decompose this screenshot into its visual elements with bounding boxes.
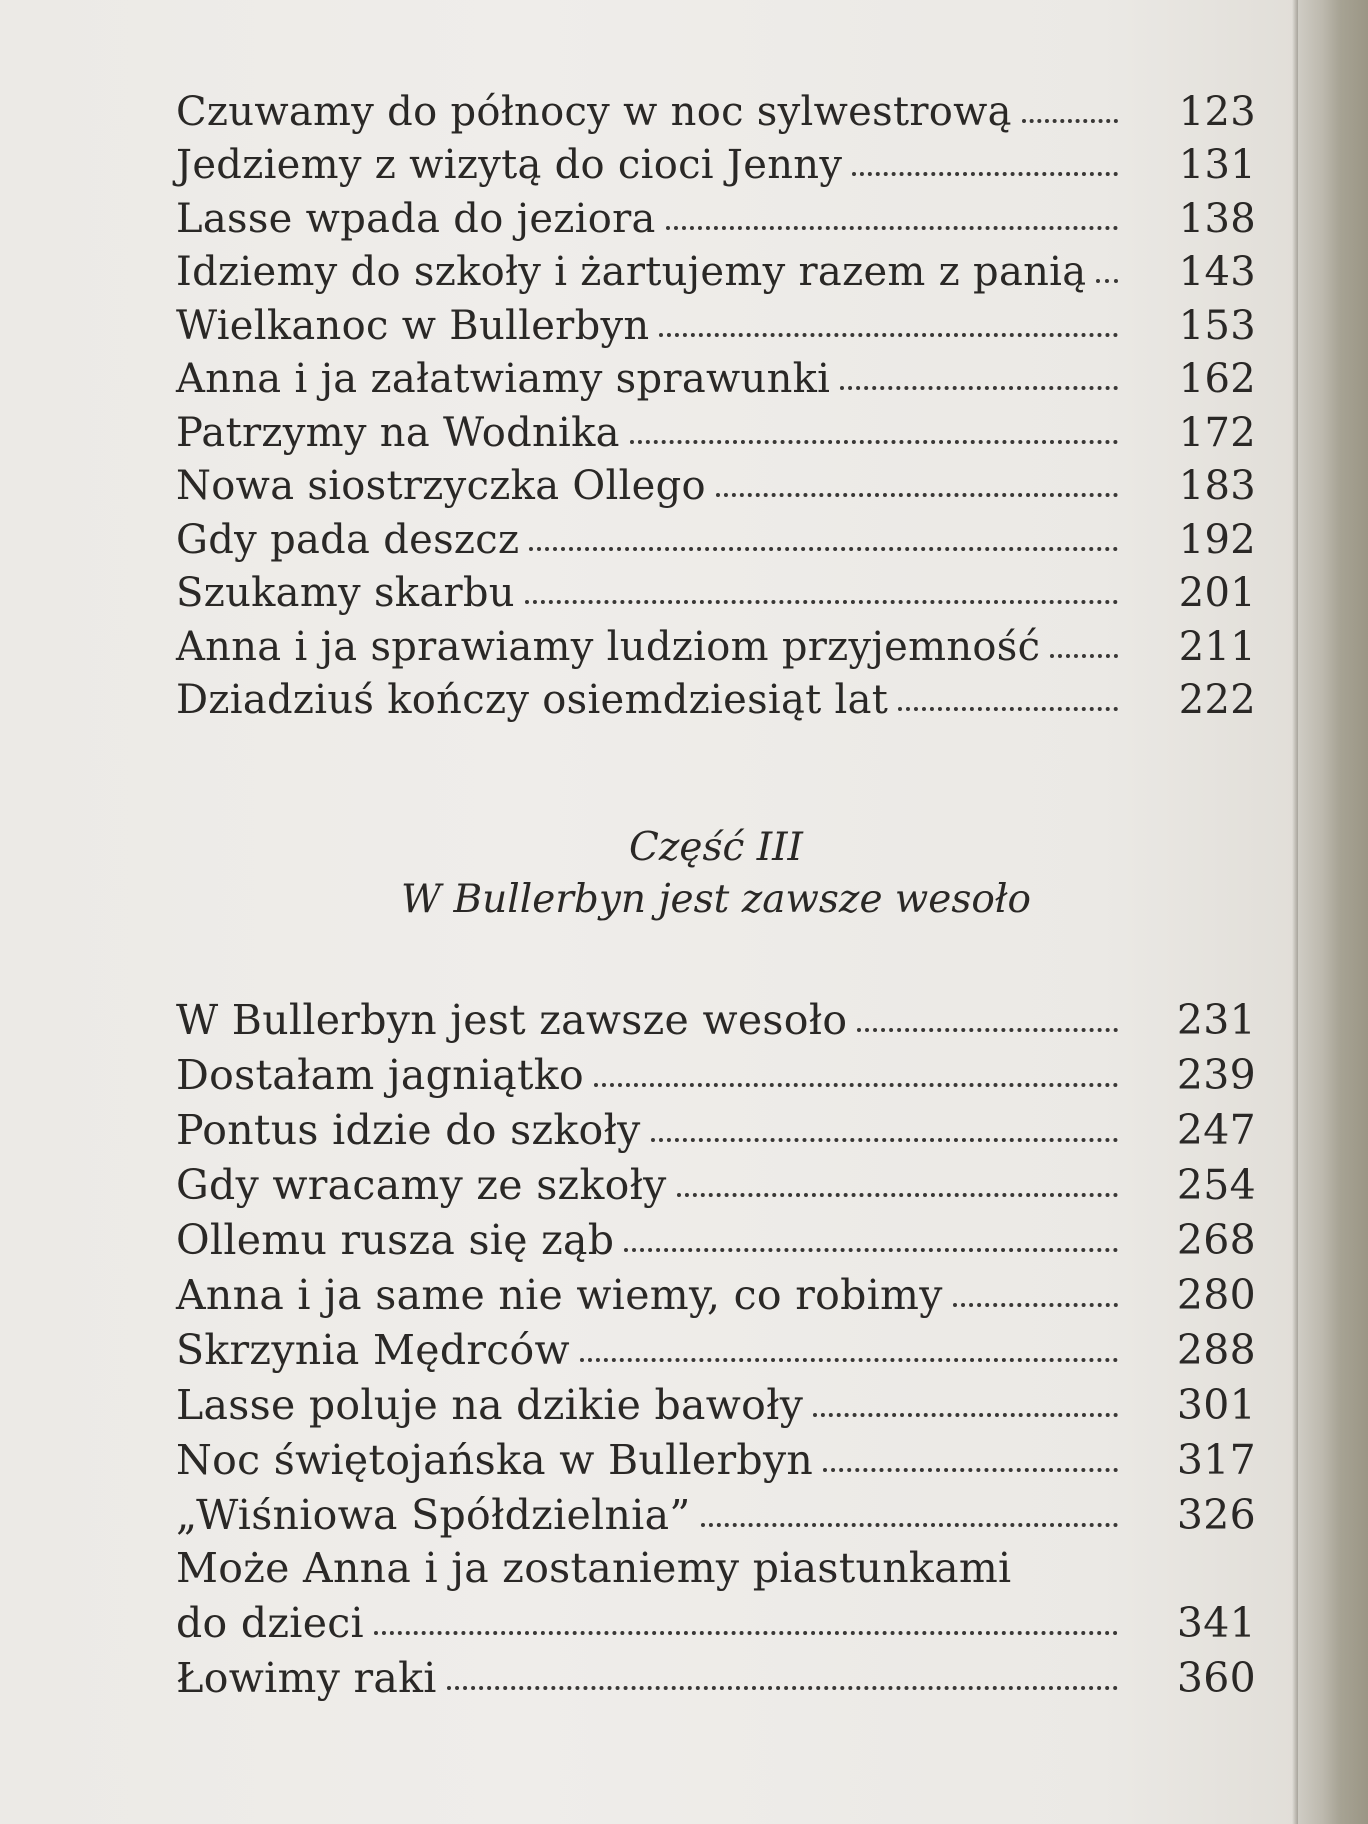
- dot-leader: [594, 1083, 1118, 1087]
- toc-entry-page: 247: [1176, 1106, 1256, 1154]
- dot-leader: [823, 1468, 1118, 1472]
- toc-entry-page: 123: [1178, 88, 1256, 135]
- toc-entry-title: Patrzymy na Wodnika: [176, 409, 620, 456]
- toc-entry: [176, 132, 1256, 186]
- toc-entry: [176, 1041, 1256, 1099]
- toc-entry-title: Szukamy skarbu: [176, 570, 515, 616]
- dot-leader: [1096, 279, 1118, 283]
- toc-part-2-list: [176, 78, 1256, 723]
- dot-leader: [666, 226, 1118, 230]
- toc-entry-first-line: [176, 1536, 1256, 1592]
- toc-entry: [176, 1151, 1256, 1209]
- dot-leader: [580, 1358, 1118, 1362]
- dot-leader: [630, 440, 1118, 444]
- toc-entry-title: do dzieci: [176, 1599, 364, 1647]
- toc-entry-page: 231: [1176, 996, 1256, 1044]
- dot-leader: [525, 600, 1118, 604]
- toc-entry-page: 131: [1178, 142, 1256, 188]
- dot-leader: [1022, 119, 1118, 123]
- toc-entry-title: Anna i ja same nie wiemy, co robimy: [176, 1271, 943, 1319]
- toc-entry-title: Anna i ja sprawiamy ludziom przyjemność: [176, 623, 1041, 670]
- toc-part-3-list: [176, 986, 1256, 1702]
- toc-entry: [176, 239, 1256, 293]
- toc-entry-page: 153: [1178, 302, 1256, 349]
- toc-entry: [176, 1426, 1256, 1484]
- toc-entry-page: 183: [1178, 463, 1256, 509]
- part-number-heading: Część III: [629, 825, 803, 870]
- toc-entry-page: 301: [1176, 1381, 1256, 1429]
- toc-entry-title: Lasse wpada do jeziora: [176, 195, 656, 242]
- toc-entry-title: W Bullerbyn jest zawsze wesoło: [176, 996, 848, 1044]
- toc-entry-page: 268: [1176, 1216, 1256, 1264]
- toc-entry-page: 239: [1176, 1051, 1256, 1099]
- toc-entry-page: 341: [1176, 1599, 1256, 1647]
- dot-leader: [374, 1631, 1118, 1635]
- toc-entry: [176, 292, 1256, 349]
- toc-entry: [176, 185, 1256, 242]
- dot-leader: [677, 1193, 1118, 1197]
- toc-entry: [176, 1589, 1256, 1647]
- toc-entry-title: Wielkanoc w Bullerbyn: [176, 302, 650, 349]
- toc-entry: [176, 1206, 1256, 1264]
- part-title-heading: W Bullerbyn jest zawsze wesoło: [401, 877, 1031, 922]
- toc-entry: [176, 346, 1256, 400]
- toc-entry-title: Lasse poluje na dzikie bawoły: [176, 1381, 804, 1429]
- dot-leader: [701, 1523, 1118, 1527]
- dot-leader: [659, 333, 1118, 337]
- toc-entry-title: Nowa siostrzyczka Ollego: [176, 463, 706, 509]
- toc-entry: [176, 1371, 1256, 1429]
- toc-entry-title: Gdy pada deszcz: [176, 516, 520, 563]
- toc-entry-title: Może Anna i ja zostaniemy piastunkami: [176, 1544, 1012, 1592]
- dot-leader: [447, 1686, 1118, 1690]
- toc-entry-title: Łowimy raki: [176, 1654, 437, 1702]
- dot-leader: [1050, 654, 1118, 658]
- toc-entry: [176, 78, 1256, 135]
- page-edge: [1298, 0, 1368, 1824]
- toc-entry: [176, 1644, 1256, 1702]
- toc-entry: [176, 453, 1256, 507]
- toc-entry: [176, 613, 1256, 670]
- dot-leader: [716, 493, 1118, 497]
- dot-leader: [857, 1028, 1118, 1032]
- toc-entry-title: Dostałam jagniątko: [176, 1051, 584, 1099]
- toc-entry: [176, 560, 1256, 614]
- dot-leader: [953, 1303, 1118, 1307]
- toc-entry: [176, 506, 1256, 563]
- toc-entry-title: Ollemu rusza się ząb: [176, 1216, 615, 1264]
- toc-entry-page: 326: [1176, 1491, 1256, 1539]
- toc-entry-page: 222: [1178, 677, 1256, 723]
- toc-entry: [176, 1316, 1256, 1374]
- dot-leader: [840, 386, 1118, 390]
- toc-entry-page: 317: [1176, 1436, 1256, 1484]
- toc-entry-page: 254: [1176, 1161, 1256, 1209]
- dot-leader: [813, 1413, 1118, 1417]
- toc-entry-title: Gdy wracamy ze szkoły: [176, 1161, 667, 1209]
- toc-entry-page: 172: [1178, 409, 1256, 456]
- toc-entry-page: 162: [1178, 356, 1256, 402]
- toc-entry-title: Anna i ja załatwiamy sprawunki: [176, 356, 831, 402]
- toc-entry-page: 143: [1178, 249, 1256, 295]
- dot-leader: [624, 1248, 1118, 1252]
- toc-entry-page: 211: [1178, 623, 1256, 670]
- toc-entry-title: Noc świętojańska w Bullerbyn: [176, 1436, 814, 1484]
- toc-entry-title: Dziadziuś kończy osiemdziesiąt lat: [176, 677, 889, 723]
- toc-entry: [176, 1261, 1256, 1319]
- toc-entry: [176, 667, 1256, 721]
- toc-entry: [176, 399, 1256, 456]
- toc-entry-page: 201: [1178, 570, 1256, 616]
- toc-entry-page: 288: [1176, 1326, 1256, 1374]
- toc-entry: [176, 986, 1256, 1044]
- dot-leader: [898, 707, 1118, 711]
- toc-entry-title: „Wiśniowa Spółdzielnia”: [176, 1491, 691, 1539]
- toc-entry-page: 138: [1178, 195, 1256, 242]
- toc-entry: [176, 1096, 1256, 1154]
- dot-leader: [651, 1138, 1118, 1142]
- toc-entry-title: Czuwamy do północy w noc sylwestrową: [176, 88, 1012, 135]
- toc-entry-page: 360: [1176, 1654, 1256, 1702]
- dot-leader: [529, 547, 1118, 551]
- toc-entry-title: Skrzynia Mędrców: [176, 1326, 570, 1374]
- toc-entry-page: 192: [1178, 516, 1256, 563]
- dot-leader: [852, 172, 1118, 176]
- toc-entry: [176, 1481, 1256, 1539]
- toc-entry-title: Pontus idzie do szkoły: [176, 1106, 641, 1154]
- toc-entry-title: Idziemy do szkoły i żartujemy razem z panią: [176, 249, 1087, 295]
- toc-entry-title: Jedziemy z wizytą do cioci Jenny: [176, 142, 843, 188]
- toc-entry-page: 280: [1176, 1271, 1256, 1319]
